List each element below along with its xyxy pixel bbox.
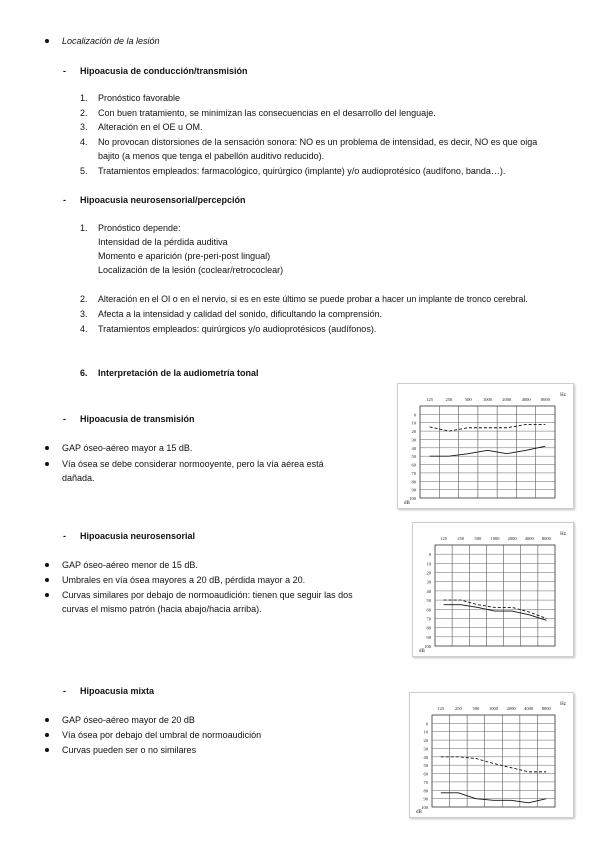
conduccion-title: Hipoacusia de conducción/transmisión: [80, 66, 248, 76]
x-tick-label: 8000: [541, 536, 551, 541]
list-item: Con buen tratamiento, se minimizan las consecuencias en el desarrollo del lenguaje.: [98, 108, 436, 118]
sub-item: Intensidad de la pérdida auditiva: [98, 237, 228, 247]
y-tick-label: 10: [426, 561, 431, 567]
bullet-item: Umbrales en vía ósea mayores a 20 dB, pérdida mayor a 20.: [62, 575, 306, 585]
bullet-item: Curvas similares por debajo de normoaudición: tienen que seguir las dos: [62, 590, 353, 600]
x-tick-label: 4000: [524, 536, 534, 541]
series-line: [441, 757, 546, 772]
section-number: 6.: [80, 368, 88, 378]
x-tick-label: 4000: [521, 397, 531, 402]
y-tick-label: 20: [411, 429, 416, 435]
list-number: 3.: [80, 309, 88, 319]
x-tick-label: 250: [454, 706, 462, 711]
neurosensorial-title: Hipoacusia neurosensorial: [80, 531, 196, 541]
x-tick-label: 500: [474, 536, 482, 541]
bullet-item-continuation: dañada.: [62, 473, 95, 483]
audiogram-mixta-svg: [410, 693, 573, 817]
y-tick-label: 0: [425, 721, 428, 727]
neurosensorial-percepcion-title: Hipoacusia neurosensorial/percepción: [80, 195, 246, 205]
y-axis-label: dB: [404, 501, 410, 506]
audiogram-transmision-svg: [398, 384, 573, 508]
list-number: 5.: [80, 166, 88, 176]
x-tick-label: 2000: [502, 397, 512, 402]
bullet-item: GAP óseo-aéreo menor de 15 dB.: [62, 560, 198, 570]
list-number: 4.: [80, 324, 88, 334]
bullet-item: Vía ósea se debe considerar normooyente, pero la vía aérea está: [62, 459, 324, 469]
list-number: 3.: [80, 122, 88, 132]
y-tick-label: 60: [423, 771, 428, 777]
list-item: Pronóstico favorable: [98, 93, 181, 103]
y-tick-label: 0: [428, 552, 431, 558]
mixta-title: Hipoacusia mixta: [80, 686, 155, 696]
y-tick-label: 60: [426, 607, 431, 613]
y-tick-label: 50: [426, 598, 431, 604]
y-tick-label: 100: [421, 805, 428, 810]
x-tick-label: 125: [426, 397, 434, 402]
y-tick-label: 90: [423, 796, 428, 802]
list-item: Afecta a la intensidad y calidad del sonido, dificultando la comprensión.: [98, 309, 383, 319]
x-tick-label: 2000: [507, 536, 517, 541]
x-tick-label: 500: [464, 397, 472, 402]
audiogram-transmision: [397, 383, 574, 509]
list-item: Tratamientos empleados: quirúrgicos y/o audioprotésicos (audífonos).: [98, 324, 377, 334]
x-tick-label: 4000: [524, 706, 534, 711]
dash-marker: -: [63, 531, 66, 541]
list-number: 1.: [80, 223, 88, 233]
y-tick-label: 50: [423, 763, 428, 769]
y-tick-label: 40: [411, 445, 416, 451]
list-item: Tratamientos empleados: farmacológico, quirúrgico (implante) y/o audioprotésico (audífono, banda…).: [98, 166, 506, 176]
bullet-item: Vía ósea por debajo del umbral de normoaudición: [62, 730, 262, 740]
bullet-item-continuation: curvas el mismo patrón (hacia abajo/hacia arriba).: [62, 604, 262, 614]
dash-marker: -: [63, 66, 66, 76]
x-tick-label: 250: [445, 397, 453, 402]
y-tick-label: 80: [426, 625, 431, 631]
y-tick-label: 30: [426, 579, 431, 585]
x-tick-label: 8000: [541, 706, 551, 711]
x-tick-label: 500: [472, 706, 480, 711]
dash-marker: -: [63, 195, 66, 205]
y-tick-label: 10: [411, 420, 416, 426]
x-axis-label: Hz: [560, 702, 566, 707]
bullet-item: Curvas pueden ser o no similares: [62, 745, 197, 755]
dash-marker: -: [63, 414, 66, 424]
x-tick-label: 8000: [540, 397, 550, 402]
y-axis-label: dB: [419, 649, 425, 654]
x-tick-label: 1000: [489, 706, 498, 711]
sub-item: Momento e aparición (pre-peri-post lingual): [98, 251, 271, 261]
x-tick-label: 125: [437, 706, 445, 711]
y-tick-label: 70: [411, 470, 416, 476]
y-tick-label: 30: [423, 746, 428, 752]
y-tick-label: 10: [423, 729, 428, 735]
list-item: Alteración en el OI o en el nervio, si es en este último se puede probar a hacer un implante de tronco cerebral.: [98, 294, 528, 304]
localizacion-heading: Localización de la lesión: [62, 36, 160, 46]
plot-frame: [435, 545, 555, 646]
y-tick-label: 90: [426, 634, 431, 640]
list-item: No provocan distorsiones de la sensación sonora: NO es un problema de intensidad, es decir, NO es que oiga: [98, 137, 538, 147]
bullet-item: GAP óseo-aéreo mayor a 15 dB.: [62, 443, 193, 453]
y-tick-label: 80: [411, 479, 416, 485]
y-tick-label: 20: [423, 738, 428, 744]
audiogram-neurosensorial: [412, 522, 574, 657]
audiogram-neurosensorial-svg: [413, 523, 573, 656]
list-item: Pronóstico depende:: [98, 223, 181, 233]
y-tick-label: 60: [411, 462, 416, 468]
x-axis-label: Hz: [560, 393, 566, 398]
bullet-item: GAP óseo-aéreo mayor de 20 dB: [62, 715, 195, 725]
list-number: 2.: [80, 108, 88, 118]
list-item-continuation: bajito (a menos que tenga el pabellón auditivo reducido).: [98, 151, 325, 161]
x-tick-label: 2000: [506, 706, 516, 711]
y-tick-label: 20: [426, 570, 431, 576]
y-tick-label: 0: [413, 412, 416, 418]
y-axis-label: dB: [416, 810, 422, 815]
audiogram-mixta: [409, 692, 574, 818]
y-tick-label: 40: [426, 588, 431, 594]
x-tick-label: 1000: [483, 397, 492, 402]
y-tick-label: 40: [423, 754, 428, 760]
sub-item: Localización de la lesión (coclear/retrococlear): [98, 265, 284, 275]
series-line: [430, 424, 546, 431]
list-number: 4.: [80, 137, 88, 147]
list-item: Alteración en el OE u OM.: [98, 122, 203, 132]
y-tick-label: 90: [411, 487, 416, 493]
series-line: [441, 793, 546, 803]
transmision-title: Hipoacusia de transmisión: [80, 414, 195, 424]
y-tick-label: 100: [424, 644, 431, 649]
list-number: 2.: [80, 294, 88, 304]
y-tick-label: 70: [426, 616, 431, 622]
y-tick-label: 100: [409, 496, 416, 501]
list-number: 1.: [80, 93, 88, 103]
y-tick-label: 50: [411, 454, 416, 460]
x-axis-label: Hz: [560, 532, 566, 537]
x-tick-label: 250: [457, 536, 465, 541]
y-tick-label: 80: [423, 788, 428, 794]
y-tick-label: 30: [411, 437, 416, 443]
plot-frame: [420, 406, 555, 498]
x-tick-label: 125: [440, 536, 447, 541]
y-tick-label: 70: [423, 779, 428, 785]
section-title: Interpretación de la audiometría tonal: [98, 368, 259, 378]
dash-marker: -: [63, 686, 66, 696]
x-tick-label: 1000: [490, 536, 500, 541]
